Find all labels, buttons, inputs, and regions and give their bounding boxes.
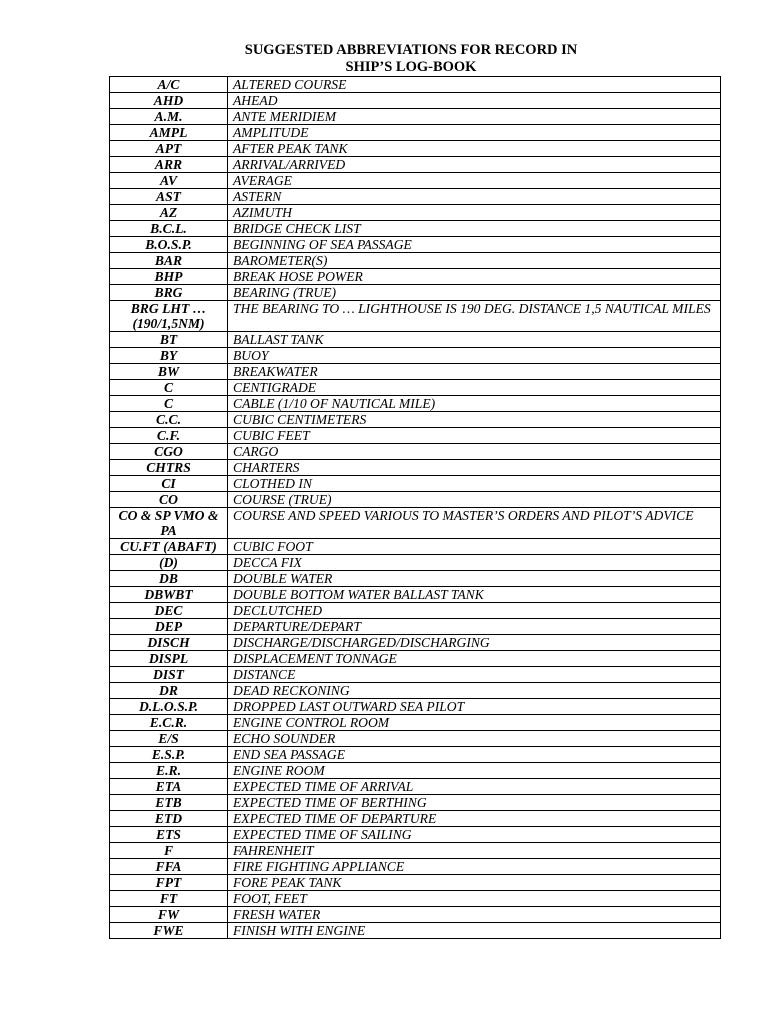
table-row — [110, 891, 721, 907]
abbreviation-cell: C — [110, 396, 228, 412]
meaning-cell: DOUBLE BOTTOM WATER BALLAST TANK — [228, 587, 721, 603]
table-row — [110, 396, 721, 412]
table-row — [110, 348, 721, 364]
table-row — [110, 109, 721, 125]
abbreviation-cell: BAR — [110, 253, 228, 269]
abbreviation-cell: FFA — [110, 859, 228, 875]
table-row — [110, 715, 721, 731]
table-row — [110, 795, 721, 811]
abbreviation-cell: BRG — [110, 285, 228, 301]
table-row — [110, 93, 721, 109]
meaning-cell: AVERAGE — [228, 173, 721, 189]
abbreviation-cell: AZ — [110, 205, 228, 221]
meaning-cell: BEARING (TRUE) — [228, 285, 721, 301]
abbreviation-cell: AMPL — [110, 125, 228, 141]
meaning-cell: DISPLACEMENT TONNAGE — [228, 651, 721, 667]
table-row — [110, 332, 721, 348]
title-line-1: SUGGESTED ABBREVIATIONS FOR RECORD IN — [244, 42, 578, 58]
meaning-cell: THE BEARING TO … LIGHTHOUSE IS 190 DEG. DISTANCE 1,5 NAUTICAL MILES — [228, 301, 721, 332]
table-row — [110, 603, 721, 619]
table-row — [110, 923, 721, 939]
abbreviation-cell: (D) — [110, 555, 228, 571]
abbreviation-cell: E.S.P. — [110, 747, 228, 763]
table-row — [110, 699, 721, 715]
table-row — [110, 141, 721, 157]
meaning-cell: CHARTERS — [228, 460, 721, 476]
table-row — [110, 476, 721, 492]
meaning-cell: CUBIC FOOT — [228, 539, 721, 555]
abbreviation-cell: FW — [110, 907, 228, 923]
abbreviation-cell: B.O.S.P. — [110, 237, 228, 253]
abbreviation-cell: CHTRS — [110, 460, 228, 476]
abbreviation-cell: FT — [110, 891, 228, 907]
abbreviation-cell: DR — [110, 683, 228, 699]
meaning-cell: BREAK HOSE POWER — [228, 269, 721, 285]
table-row — [110, 253, 721, 269]
meaning-cell: ALTERED COURSE — [228, 77, 721, 93]
meaning-cell: COURSE AND SPEED VARIOUS TO MASTER’S ORDERS AND PILOT’S ADVICE — [228, 508, 721, 539]
table-row — [110, 269, 721, 285]
table-row — [110, 731, 721, 747]
meaning-cell: DECLUTCHED — [228, 603, 721, 619]
meaning-cell: DROPPED LAST OUTWARD SEA PILOT — [228, 699, 721, 715]
abbreviation-cell: BT — [110, 332, 228, 348]
abbreviation-cell: E.R. — [110, 763, 228, 779]
table-row — [110, 508, 721, 539]
abbreviation-cell: AV — [110, 173, 228, 189]
abbreviation-cell: AHD — [110, 93, 228, 109]
abbreviation-cell: BRG LHT … (190/1,5NM) — [110, 301, 228, 332]
abbreviation-cell: A/C — [110, 77, 228, 93]
meaning-cell: BALLAST TANK — [228, 332, 721, 348]
abbreviation-cell: BY — [110, 348, 228, 364]
table-row — [110, 683, 721, 699]
meaning-cell: EXPECTED TIME OF BERTHING — [228, 795, 721, 811]
table-row — [110, 843, 721, 859]
abbreviation-cell: F — [110, 843, 228, 859]
abbreviation-cell: ETA — [110, 779, 228, 795]
table-row — [110, 285, 721, 301]
table-row — [110, 380, 721, 396]
meaning-cell: EXPECTED TIME OF SAILING — [228, 827, 721, 843]
abbreviation-cell: DB — [110, 571, 228, 587]
table-row — [110, 907, 721, 923]
table-row — [110, 412, 721, 428]
meaning-cell: ANTE MERIDIEM — [228, 109, 721, 125]
table-row — [110, 635, 721, 651]
abbreviation-cell: CGO — [110, 444, 228, 460]
meaning-cell: AFTER PEAK TANK — [228, 141, 721, 157]
meaning-cell: AZIMUTH — [228, 205, 721, 221]
meaning-cell: AHEAD — [228, 93, 721, 109]
abbreviation-cell: ETD — [110, 811, 228, 827]
abbreviations-table — [109, 76, 721, 939]
abbreviation-cell: CI — [110, 476, 228, 492]
meaning-cell: COURSE (TRUE) — [228, 492, 721, 508]
meaning-cell: ARRIVAL/ARRIVED — [228, 157, 721, 173]
abbreviation-cell: C.C. — [110, 412, 228, 428]
abbreviation-cell: ARR — [110, 157, 228, 173]
meaning-cell: BUOY — [228, 348, 721, 364]
abbreviation-cell: ETS — [110, 827, 228, 843]
abbreviation-cell: FWE — [110, 923, 228, 939]
table-row — [110, 779, 721, 795]
meaning-cell: ENGINE ROOM — [228, 763, 721, 779]
table-row — [110, 859, 721, 875]
meaning-cell: BAROMETER(S) — [228, 253, 721, 269]
table-row — [110, 237, 721, 253]
table-row — [110, 77, 721, 93]
table-row — [110, 173, 721, 189]
meaning-cell: AMPLITUDE — [228, 125, 721, 141]
meaning-cell: DEAD RECKONING — [228, 683, 721, 699]
table-row — [110, 492, 721, 508]
table-row — [110, 205, 721, 221]
abbreviations-table-body — [110, 77, 721, 939]
table-row — [110, 125, 721, 141]
table-row — [110, 189, 721, 205]
meaning-cell: CUBIC FEET — [228, 428, 721, 444]
meaning-cell: FAHRENHEIT — [228, 843, 721, 859]
abbreviation-cell: B.C.L. — [110, 221, 228, 237]
meaning-cell: CABLE (1/10 OF NAUTICAL MILE) — [228, 396, 721, 412]
table-row — [110, 428, 721, 444]
abbreviation-cell: DBWBT — [110, 587, 228, 603]
table-row — [110, 747, 721, 763]
meaning-cell: EXPECTED TIME OF ARRIVAL — [228, 779, 721, 795]
meaning-cell: FORE PEAK TANK — [228, 875, 721, 891]
meaning-cell: DISTANCE — [228, 667, 721, 683]
meaning-cell: CUBIC CENTIMETERS — [228, 412, 721, 428]
abbreviation-cell: AST — [110, 189, 228, 205]
meaning-cell: FRESH WATER — [228, 907, 721, 923]
table-row — [110, 811, 721, 827]
abbreviation-cell: C — [110, 380, 228, 396]
abbreviation-cell: DISCH — [110, 635, 228, 651]
table-row — [110, 555, 721, 571]
abbreviation-cell: DEP — [110, 619, 228, 635]
abbreviation-cell: FPT — [110, 875, 228, 891]
abbreviation-cell: APT — [110, 141, 228, 157]
meaning-cell: ENGINE CONTROL ROOM — [228, 715, 721, 731]
abbreviation-cell: DEC — [110, 603, 228, 619]
abbreviation-cell: DIST — [110, 667, 228, 683]
table-row — [110, 827, 721, 843]
abbreviation-cell: CO — [110, 492, 228, 508]
abbreviation-cell: CO & SP VMO & PA — [110, 508, 228, 539]
abbreviation-cell: A.M. — [110, 109, 228, 125]
abbreviation-cell: E/S — [110, 731, 228, 747]
table-row — [110, 539, 721, 555]
table-row — [110, 364, 721, 380]
abbreviation-cell: D.L.O.S.P. — [110, 699, 228, 715]
meaning-cell: EXPECTED TIME OF DEPARTURE — [228, 811, 721, 827]
table-row — [110, 157, 721, 173]
table-row — [110, 763, 721, 779]
meaning-cell: ECHO SOUNDER — [228, 731, 721, 747]
table-row — [110, 571, 721, 587]
meaning-cell: END SEA PASSAGE — [228, 747, 721, 763]
meaning-cell: DEPARTURE/DEPART — [228, 619, 721, 635]
title-line-2: SHIP’S LOG-BOOK — [345, 59, 477, 75]
abbreviation-cell: ETB — [110, 795, 228, 811]
meaning-cell: DECCA FIX — [228, 555, 721, 571]
meaning-cell: BRIDGE CHECK LIST — [228, 221, 721, 237]
table-row — [110, 667, 721, 683]
meaning-cell: BREAKWATER — [228, 364, 721, 380]
meaning-cell: BEGINNING OF SEA PASSAGE — [228, 237, 721, 253]
meaning-cell: CENTIGRADE — [228, 380, 721, 396]
meaning-cell: DOUBLE WATER — [228, 571, 721, 587]
meaning-cell: CARGO — [228, 444, 721, 460]
meaning-cell: DISCHARGE/DISCHARGED/DISCHARGING — [228, 635, 721, 651]
table-row — [110, 221, 721, 237]
table-row — [110, 619, 721, 635]
document-title — [0, 42, 768, 76]
abbreviation-cell: E.C.R. — [110, 715, 228, 731]
table-row — [110, 587, 721, 603]
abbreviation-cell: C.F. — [110, 428, 228, 444]
table-row — [110, 875, 721, 891]
meaning-cell: CLOTHED IN — [228, 476, 721, 492]
meaning-cell: ASTERN — [228, 189, 721, 205]
abbreviation-cell: DISPL — [110, 651, 228, 667]
table-row — [110, 444, 721, 460]
meaning-cell: FOOT, FEET — [228, 891, 721, 907]
meaning-cell: FIRE FIGHTING APPLIANCE — [228, 859, 721, 875]
table-row — [110, 460, 721, 476]
abbreviation-cell: BHP — [110, 269, 228, 285]
abbreviation-cell: BW — [110, 364, 228, 380]
abbreviation-cell: CU.FT (ABAFT) — [110, 539, 228, 555]
meaning-cell: FINISH WITH ENGINE — [228, 923, 721, 939]
table-row — [110, 301, 721, 332]
table-row — [110, 651, 721, 667]
